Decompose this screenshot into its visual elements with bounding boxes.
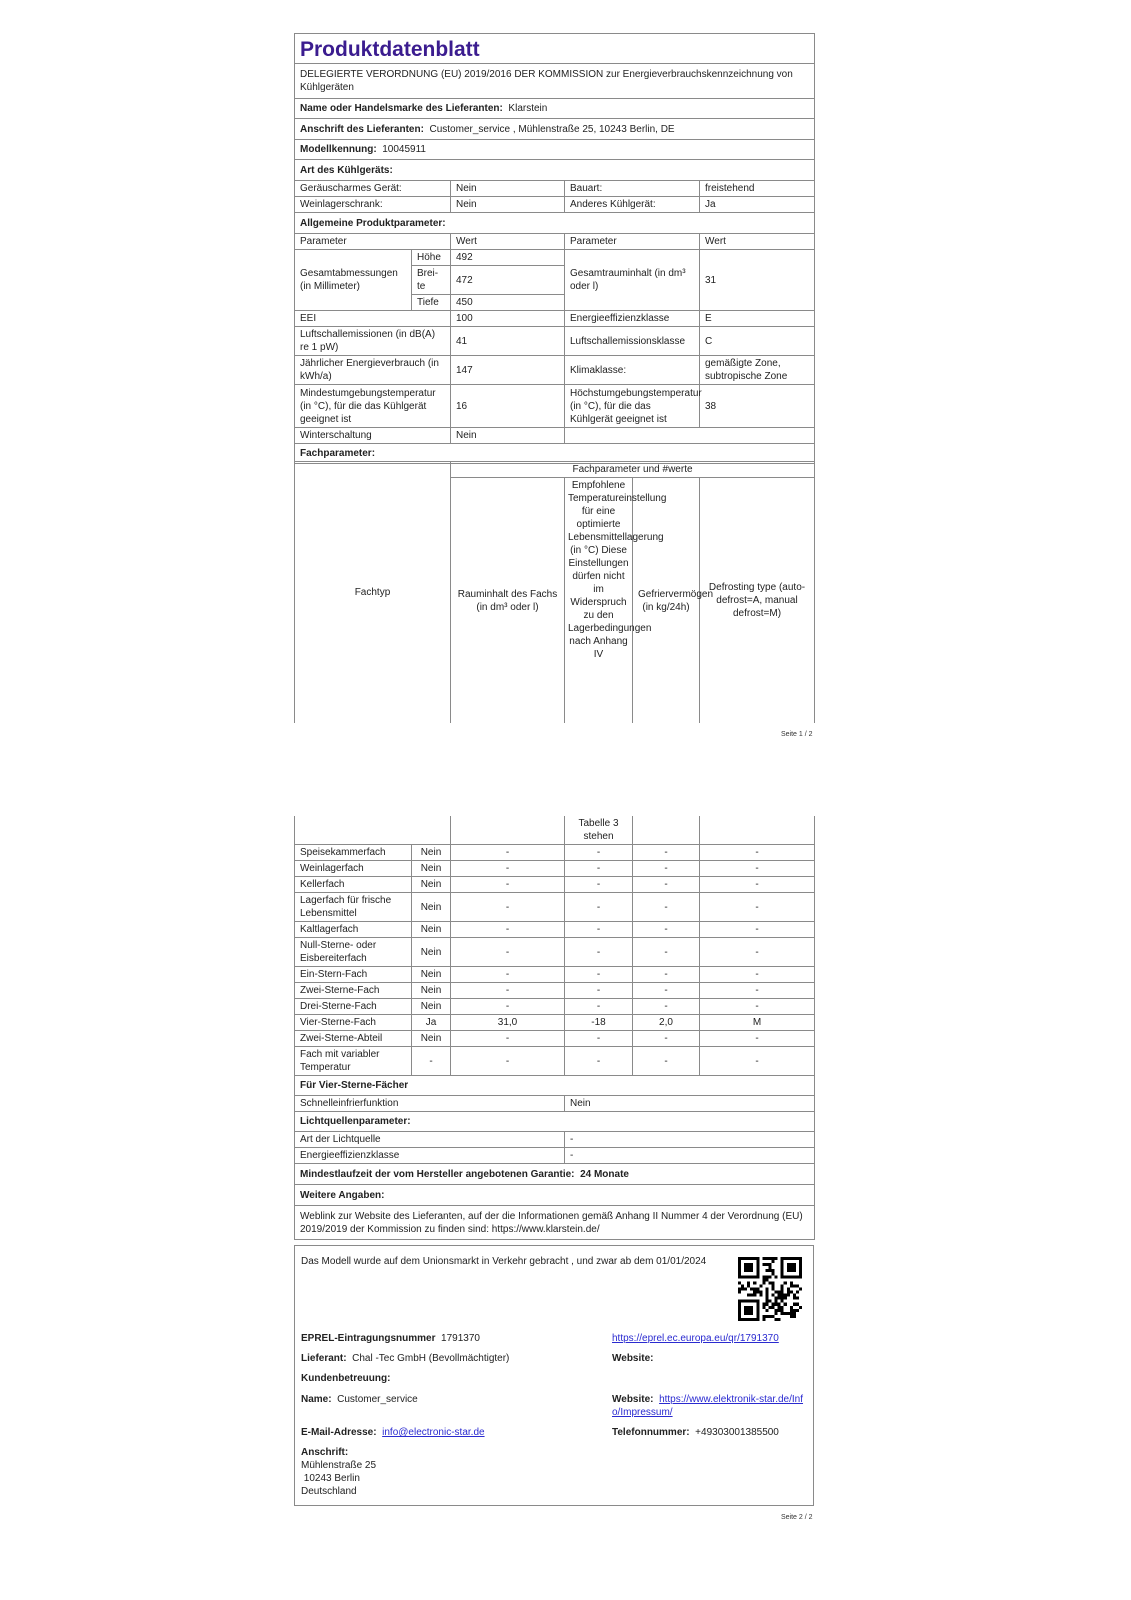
noise-row: Luftschallemissionen (in dB(A) re 1 pW) 41 Luftschallemissionsklasse C (295, 327, 815, 356)
postal-address: Anschrift: Mühlenstraße 25 10243 Berlin Deutschland (301, 1447, 377, 1497)
page-title: Produktdatenblatt (295, 34, 815, 64)
model-row: Modellkennung: 10045911 (295, 140, 815, 160)
more-heading: Weitere Angaben: (295, 1185, 815, 1206)
compartment-row: Weinlagerfach Nein - - - - (295, 861, 815, 877)
compartment-row: Zwei-Sterne-Fach Nein - - - - (295, 983, 815, 999)
eprel-link[interactable]: https://eprel.ec.europa.eu/qr/1791370 (612, 1333, 779, 1344)
dimension-row: Brei-te 472 (295, 266, 815, 295)
market-date: Das Modell wurde auf dem Unionsmarkt in Verkehr gebracht , und zwar ab dem 01/01/2024 (301, 1256, 707, 1267)
compartment-row: Kellerfach Nein - - - - (295, 877, 815, 893)
email-link[interactable]: info@electronic-star.de (382, 1427, 485, 1438)
dimension-row: Tiefe 450 (295, 295, 815, 311)
datasheet-page-1 (294, 33, 815, 464)
service-website: Website: https://www.elektronik-star.de/Info/Impressum/ (612, 1394, 804, 1418)
compartment-row: Speisekammerfach Nein - - - - (295, 845, 815, 861)
temperature-row: Mindestumgebungstemperatur (in °C), für die das Kühlgerät geeignet ist 16 Höchstumgebungstemperatur (in °C), für die das Kühlgerät geeignet ist 38 (295, 385, 815, 428)
compartment-row: Fach mit variabler Temperatur - - - - - (295, 1047, 815, 1076)
four-star-heading: Für Vier-Sterne-Fächer (295, 1076, 815, 1096)
light-heading: Lichtquellenparameter: (295, 1112, 815, 1132)
supplier-name-row: Name oder Handelsmarke des Lieferanten: Klarstein (295, 99, 815, 119)
eei-row: EEI 100 Energieeffizienzklasse E (295, 311, 815, 327)
eprel-number: EPREL-Eintragungsnummer 1791370 (301, 1333, 480, 1344)
service-name: Name: Customer_service (301, 1394, 418, 1405)
compartment-row: Ein-Stern-Fach Nein - - - - (295, 967, 815, 983)
compartment-header-continued: Tabelle 3 stehen (295, 816, 815, 845)
light-type-row: Art der Lichtquelle - (295, 1132, 815, 1148)
more-text-row: Weblink zur Website des Lieferanten, auf der die Informationen gemäß Anhang II Nummer 4 der Verordnung (EU) 2019/2019 der Kommission zu finden sind: https://www.klarstein.de/ (295, 1206, 815, 1240)
type-row: Geräuscharmes Gerät: Nein Bauart: freistehend (295, 181, 815, 197)
supplier-address-row: Anschrift des Lieferanten: Customer_service , Mühlenstraße 25, 10243 Berlin, DE (295, 119, 815, 140)
phone: Telefonnummer: +49303001385500 (612, 1427, 779, 1438)
service-website-link[interactable]: https://www.elektronik-star.de/Info/Impressum/ (612, 1394, 804, 1418)
datasheet-page-2 (294, 816, 815, 1240)
regulation: DELEGIERTE VERORDNUNG (EU) 2019/2016 DER KOMMISSION zur Energieverbrauchskennzeichnung von Kühlgeräten (295, 64, 815, 99)
light-class-row: Energieeffizienzklasse - (295, 1148, 815, 1164)
type-heading: Art des Kühlgeräts: (295, 160, 815, 181)
service-label: Kundenbetreuung: (301, 1373, 391, 1384)
page-number: Seite 2 / 2 (781, 1514, 813, 1521)
compartment-row: Kaltlagerfach Nein - - - - (295, 922, 815, 938)
general-heading: Allgemeine Produktparameter: (295, 213, 815, 234)
general-header-row: Parameter Wert Parameter Wert (295, 234, 815, 250)
type-row: Weinlagerschrank: Nein Anderes Kühlgerät: Ja (295, 197, 815, 213)
compartment-header: Fachtyp Fachparameter und #werte Rauminhalt des Fachs (in dm³ oder l) Empfohlene Temperatureinstellung für eine optimierte Lebensmittellagerung (in °C) Diese Einstellungen dürfen nicht im Widerspruch zu den Lagerbedingungen nach Anhang IV Gefriervermögen (in kg/24h) Defrosting type (auto-defrost=A, manual defrost=M) (294, 461, 815, 723)
compartment-row: Lagerfach für frische Lebensmittel Nein - - - - (295, 893, 815, 922)
qr-code-icon[interactable] (738, 1256, 802, 1322)
warranty-row: Mindestlaufzeit der vom Hersteller angebotenen Garantie: 24 Monate (295, 1164, 815, 1185)
compartment-row: Vier-Sterne-Fach Ja 31,0 -18 2,0 M (295, 1015, 815, 1031)
compartment-row: Zwei-Sterne-Abteil Nein - - - - (295, 1031, 815, 1047)
compartment-heading: Fachparameter: (295, 444, 815, 464)
dimension-row: Gesamtabmessungen (in Millimeter) Höhe 492 Gesamtrauminhalt (in dm³ oder l) 31 (295, 250, 815, 266)
email: E-Mail-Adresse: info@electronic-star.de (301, 1427, 485, 1438)
compartment-row: Drei-Sterne-Fach Nein - - - - (295, 999, 815, 1015)
winter-row: Winterschaltung Nein (295, 428, 815, 444)
website-label: Website: (612, 1353, 654, 1364)
compartment-row: Null-Sterne- oder Eisbereiterfach Nein - - - - (295, 938, 815, 967)
supplier: Lieferant: Chal -Tec GmbH (Bevollmächtigter) (301, 1353, 510, 1364)
eprel-info-box (294, 1245, 814, 1506)
page-number: Seite 1 / 2 (781, 731, 813, 738)
fast-freeze-row: Schnelleinfrierfunktion Nein (295, 1096, 815, 1112)
energy-row: Jährlicher Energieverbrauch (in kWh/a) 147 Klimaklasse: gemäßigte Zone, subtropische Zone (295, 356, 815, 385)
